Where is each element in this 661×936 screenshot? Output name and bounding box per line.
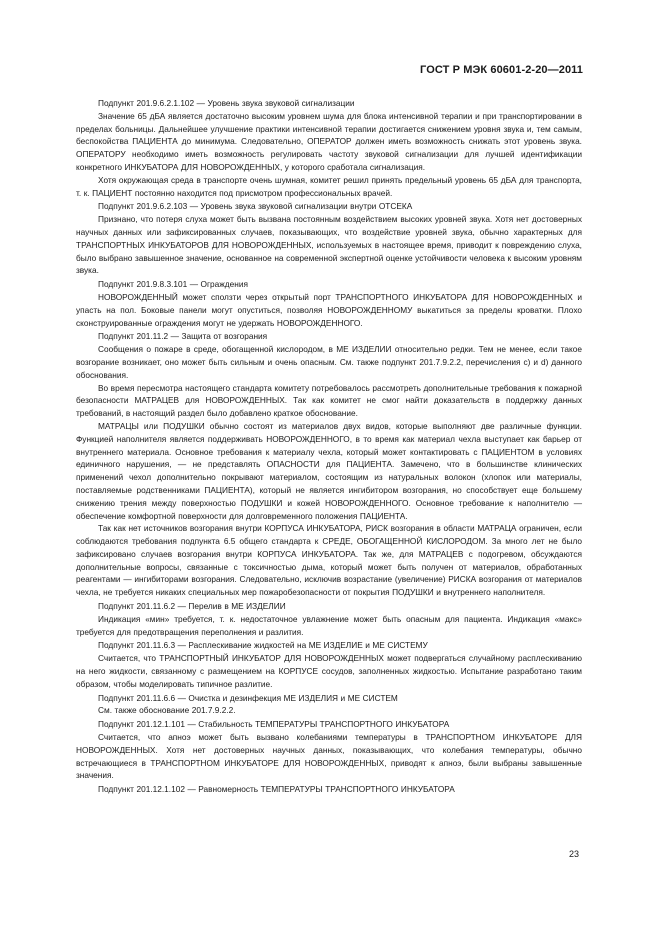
subclause-heading: Подпункт 201.12.1.102 — Равномерность ТЕМПЕРАТУРЫ ТРАНСПОРТНОГО ИНКУБАТОРА: [98, 784, 455, 795]
subclause-heading: Подпункт 201.9.6.2.103 — Уровень звука звуковой сигнализации внутри ОТСЕКА: [98, 201, 413, 212]
body-paragraph: Индикация «мин» требуется, т. к. недостаточное увлажнение может быть опасным для пациента. Индикация «макс» требуется для предотвращения переполнения и разлития.: [76, 613, 582, 637]
body-paragraph: Признано, что потеря слуха может быть вызвана постоянным воздействием высоких уровней звука. Хотя нет достоверных научных данных или зафиксированных случаев, показывающих, что воздействие уровней звука, обычно характерных для ТРАНСПОРТНЫХ ИНКУБАТОРОВ ДЛЯ НОВОРОЖДЕННЫХ, используемых в настоящее время, приводит к повреждению слуха, было выбрано завышенное значение, основанное на современной экспертной оценке устойчивости человека к высоким уровням звука.: [76, 214, 582, 276]
standard-designation: ГОСТ Р МЭК 60601-2-20—2011: [420, 64, 583, 76]
body-paragraph: Значение 65 дБА является достаточно высоким уровнем шума для блока интенсивной терапии и при транспортировании в пределах больницы. Дальнейшее улучшение практики интенсивной терапии достигается снижением уровня звука и, тем самым, беспокойства ПАЦИЕНТА до минимума. Следовательно, ОПЕРАТОР должен иметь возможность снижать этот уровень звука. ОПЕРАТОРУ необходимо иметь возможность регулировать частоту звуковой сигнализации для лучшей идентификации конкретного ИНКУБАТОРА ДЛЯ НОВОРОЖДЕННЫХ, у которого сработала сигнализация.: [76, 110, 582, 172]
page-number: 23: [568, 849, 579, 859]
body-paragraph: См. также обоснование 201.7.9.2.2.: [98, 705, 236, 716]
body-paragraph: МАТРАЦЫ или ПОДУШКИ обычно состоят из материалов двух видов, которые выполняют две различные функции. Функцией наполнителя является поддерживать НОВОРОЖДЕННОГО, в то время как материал чехла выступает как барьер от внутреннего материала. Основное требования к материалу чехла, который может контактировать с ПАЦИЕНТОМ в условиях единичного нарушения, — не представлять ОПАСНОСТИ для ПАЦИЕНТА. Замечено, что в большинстве клинических применений чехол дополнительно покрывают материалом, состоящим из натуральных волокон (хлопок или материалы, поставляемые родственниками ПАЦИЕНТА), который не является ингибитором возгорания, но способствует еще большему снижению трения между поверхностью ПОДУШКИ и кожей НОВОРОЖДЕННОГО. Основное требование к наполнителю — обеспечение комфортной поверхности для долговременного положения ПАЦИЕНТА.: [76, 420, 582, 521]
subclause-heading: Подпункт 201.11.6.6 — Очистка и дезинфекция МЕ ИЗДЕЛИЯ и МЕ СИСТЕМ: [98, 692, 398, 703]
body-paragraph: Считается, что ТРАНСПОРТНЫЙ ИНКУБАТОР ДЛЯ НОВОРОЖДЕННЫХ может подвергаться случайному расплескиванию на него жидкости, связанному с размещением на КОРПУСЕ сосудов, заполненных жидкостью. Испытание разработано таким образом, чтобы моделировать типичное разлитие.: [76, 653, 582, 689]
subclause-heading: Подпункт 201.11.6.2 — Перелив в МЕ ИЗДЕЛИИ: [98, 601, 286, 612]
body-paragraph: Хотя окружающая среда в транспорте очень шумная, комитет решил принять предельный уровень 65 дБА для транспорта, т. к. ПАЦИЕНТ постоянно находится под присмотром профессиональных врачей.: [76, 174, 582, 198]
subclause-heading: Подпункт 201.11.2 — Защита от возгорания: [98, 331, 268, 342]
page-body: [76, 96, 582, 796]
subclause-heading: Подпункт 201.12.1.101 — Стабильность ТЕМПЕРАТУРЫ ТРАНСПОРТНОГО ИНКУБАТОРА: [98, 719, 450, 730]
body-paragraph: Во время пересмотра настоящего стандарта комитету потребовалось рассмотреть дополнительные требования к пожарной безопасности МАТРАЦЕВ для НОВОРОЖДЕННЫХ. Так как комитет не смог найти доказательств в поддержку данных требований, в настоящий раздел было добавлено краткое обоснование.: [76, 382, 582, 419]
body-paragraph: НОВОРОЖДЕННЫЙ может сползти через открытый порт ТРАНСПОРТНОГО ИНКУБАТОРА ДЛЯ НОВОРОЖДЕННЫХ и упасть на пол. Боковые панели могут опуститься, позволяя НОВОРОЖДЕННОМУ выкатиться за пределы кроватки. Плохо сконструированные ограждения могут не удержать НОВОРОЖДЕННОГО.: [76, 291, 582, 328]
subclause-heading: Подпункт 201.9.6.2.1.102 — Уровень звука звуковой сигнализации: [98, 98, 355, 108]
body-paragraph: Сообщения о пожаре в среде, обогащенной кислородом, в МЕ ИЗДЕЛИИ относительно редки. Тем не менее, если такое возгорание возникает, оно может быть сильным и очень опасным. См. также подпункт 201.7.9.2.2, перечисления с) и d) данного обоснования.: [76, 344, 582, 380]
subclause-heading: Подпункт 201.9.8.3.101 — Ограждения: [98, 279, 248, 290]
subclause-heading: Подпункт 201.11.6.3 — Расплескивание жидкостей на МЕ ИЗДЕЛИЕ и МЕ СИСТЕМУ: [98, 640, 428, 651]
body-paragraph: Так как нет источников возгорания внутри КОРПУСА ИНКУБАТОРА, РИСК возгорания в области МАТРАЦА ограничен, если соблюдаются требования подпункта 6.5 общего стандарта к СРЕДЕ, ОБОГАЩЕННОЙ КИСЛОРОДОМ. За много лет не было зафиксировано случаев возгорания внутри КОРПУСА ИНКУБАТОРА. Так же, для МАТРАЦЕВ с подогревом, обсуждаются дополнительные вопросы, связанные с токсичностью дыма, который может быть получен от материалов, обработанных реагентами — ингибиторами возгорания. Следовательно, исключив возрастание (увеличение) РИСКА возгорания от материалов чехла, не требуется никаких специальных мер пожаробезопасности от покрытия ПОДУШКИ и внутреннего наполнителя.: [76, 523, 582, 598]
body-paragraph: Считается, что апноэ может быть вызвано колебаниями температуры в ТРАНСПОРТНОМ ИНКУБАТОРЕ ДЛЯ НОВОРОЖДЕННЫХ. Хотя нет достоверных научных данных, показывающих, что колебания температуры, обычно встречающиеся в ТРАНСПОРТНОМ ИНКУБАТОРЕ ДЛЯ НОВОРОЖДЕННЫХ, приводят к апноэ, были выбраны завышенные значения.: [76, 732, 582, 781]
